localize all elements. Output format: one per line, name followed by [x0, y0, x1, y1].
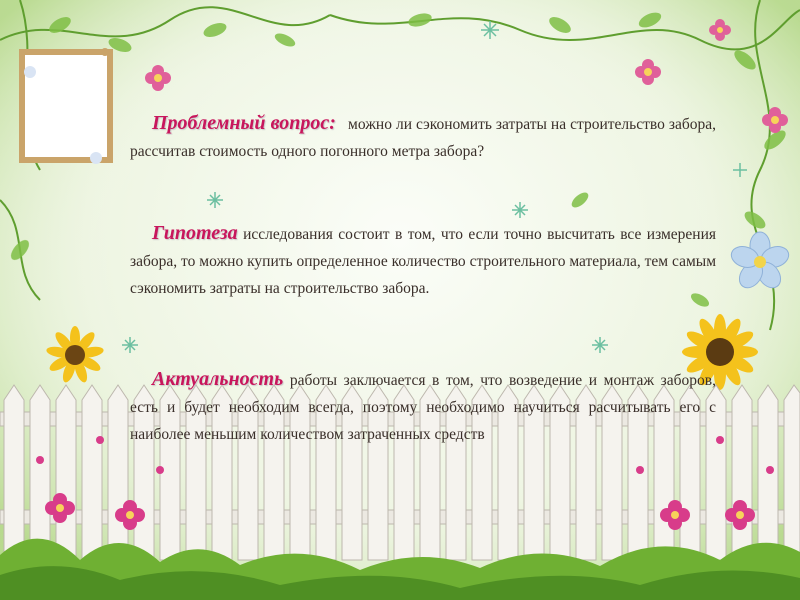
picture-frame-icon — [22, 48, 110, 164]
relevance-text: работы заключается в том, что возведение и монтаж заборов, есть и будет необходим всегда, поэтому необходимо научиться расчитывать его с наиболее меньшим количеством затраченных средств — [130, 372, 716, 443]
hypothesis-text: исследования состоит в том, что если точно высчитать все измерения забора, то можно купить определенное количество строительного материала, тем самым сэкономить затраты на строительство забора. — [130, 226, 717, 297]
relevance-heading: Актуальность — [152, 368, 284, 390]
problem-heading: Проблемный вопрос: — [152, 112, 336, 134]
problem-text: можно ли сэкономить затраты на строительство забора, рассчитав стоимость одного погонного метра забора? — [130, 116, 716, 160]
hypothesis-paragraph — [130, 220, 716, 302]
problem-paragraph — [130, 110, 716, 165]
relevance-paragraph — [130, 366, 716, 448]
hypothesis-heading: Гипотеза — [152, 222, 238, 244]
